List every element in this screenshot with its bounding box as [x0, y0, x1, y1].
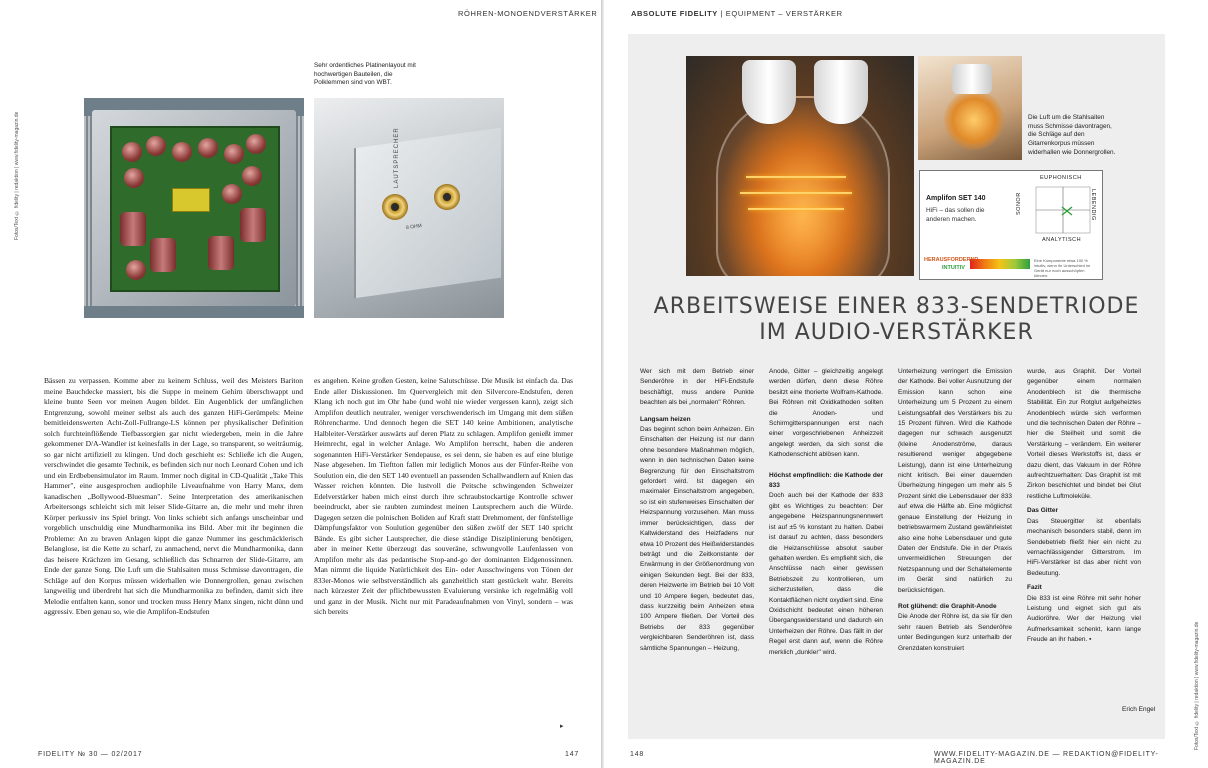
article-column-3 — [898, 367, 1012, 654]
intuitive-scale-bar — [970, 259, 1030, 269]
body-text: Die Anode der Röhre ist, da sie für den sehr rauen Betrieb als Senderöhre unter Bedingungen kurz unterhalb der Grenzdaten konstruiert — [898, 613, 1012, 652]
headline-line-2: IM AUDIO-VERSTÄRKER — [759, 320, 1034, 345]
article-column-1 — [640, 367, 754, 654]
body-text: Anode, Gitter – gleichzeitig angelegt werden dürfen, denn diese Röhre besitzt eine thorierte Wolfram-Kathode. Bei Röhren mit Oxidkathoden sollten die Anoden- und Schirmgitterspannungen erst nach einer vorgeschriebenen Anheizzeit angelegt werden, da sich sonst die Kathodenschicht ablösen kann. — [769, 368, 883, 459]
tube-detail-photo — [918, 56, 1022, 160]
body-text: Doch auch bei der Kathode der 833 gibt es Wichtiges zu beachten: Der angegebene Heizspannungsnennwert ist auf ±5 % konstant zu halten. Dabei ist darauf zu achten, dass besonders die Heizanschlüsse absolut sauber gehalten werden. Es empfiehlt sich, die Anschlüsse nach einer gewissen Betriebszeit zu kontrollieren, um sicherzustellen, dass die Kontaktflächen nicht oxydiert sind. Eine Oxidschicht bedeutet einen höheren Übergangswiderstand und dadurch ein Unterheizen der Röhre. Das fällt in der Regel erst dann auf, wenn die Röhre merklich „dunkler" wird. — [769, 492, 883, 656]
axis-top-label: EUPHONISCH — [1040, 175, 1082, 181]
axis-left-label: SONOR — [1016, 192, 1022, 215]
tube-photo — [686, 56, 914, 276]
body-text: Das beginnt schon beim Anheizen. Ein Einschalten der Heizung ist nur dann ohne besondere Maßnahmen möglich, wenn in den technischen Daten keine Begrenzung für den Einschaltstrom gefordert wird. Ist dagegen ein maximaler Einschaltstrom angegeben, so ist ein stufenweises Einschalten der Heizspannung vorzusehen. Man muss immer berücksichtigen, dass der Kaltwiderstand des Heizfadens nur etwa 10 Prozent des Heißwiderstandes beträgt und die Zeitkonstante der Erwärmung in der Größenordnung von einigen Sekunden liegt. Bei der 833, deren Heizwerte im Betrieb bei 10 Volt und 10 Ampere liegen, bedeutet das, dass kurzzeitig beim Anheizen etwa 100 Ampere fließen. Der Vorteil des Betriebs der 833 gegenüber vergleichbaren Senderöhren ist, dass sämtliche Spannungen – Heizung, — [640, 426, 754, 652]
scale-label-intuitive: INTUITIV — [942, 265, 965, 271]
body-text: es angehen. Keine großen Gesten, keine Salutschüsse. Die Musik ist einfach da. Das Ende aller Diskussionen. Im Quervergleich mit den Silvercore-Endstufen, deren Klang ich noch gut im Ohr habe (und wohl nie wieder vergessen kann), zeigt sich Amplifon deutlich neutraler, weniger verschwenderisch im Umgang mit dem süßen Röhrencharme. Und dennoch hegen die SET 140 keine Ambitionen, analytische Halbleiter-Verstärker auswärts auf deren Platz zu schlagen. Amplifon genießt immer Heimrecht, egal in welcher Anlage. Wo Amplifon herrscht, haben die anderen sogenannten HiFi-Verstärker Sendepause, es sei denn, sie haben es auf eine blutige Nase abgesehen. Im Tieftton fallen mir lediglich Monos aus der Fünfer-Reihe von Soulution ein, die den SET 140 eventuell an passenden Schallwandlern auf Knien das Wasser reichen könnten. Die lustvoll die Peitsche schwingenden Schweizer Edelverstärker haben mich einst durch ihre schraubstockartige Kontrolle schwer beeindruckt, aber sie raubten zumindest meinen Lautsprechern auch die Würde. Dagegen setzen die polnischen Boliden auf Kraft statt Drehmoment, der fünfstellige Dämpfungsfaktor von Soulution gegenüber den süßen zwölf der SET 140 spricht Bände. Es gibt sicher Lautsprecher, die diese ständige Disziplinierung benötigen, aber in meiner Kette überzeugt das souveräne, schwungvolle Laufenlassen von Amplifon mehr als das pedantische Stop-and-go der dominanten Eidgenossinnen. Man nimmt die liquide Natürlichkeit des Ein- oder Ausschwingens von Tönen der 833er-Monos wie selbstverständlich als ganzheitlich statt gestückelt wahr. Bereits nach kürzester Zeit der pflichtbewussten Evaluierung versinke ich regelmäßig voll und ganz in der Musik. Nicht nur mit Paradeaufnahmen von Vinyl, sondern – was sich bereits — [314, 376, 573, 616]
rating-subtitle: HiFi – das sollen die anderen machen. — [926, 207, 985, 223]
running-head — [631, 9, 843, 18]
body-text: Bässen zu verpassen. Komme aber zu keinem Schluss, weil des Meisters Bariton meine Bauchdecke massiert, bis die Suppe in meinem Gehirn überschwappt und kleine bunte Seen vor meinen Augen bildet. Ein Augenblick der umfänglichen Entgrenzung, sowohl meiner selbst als auch des ganzen HiFi-Gerümpels: Meine bemitleidenswerten Acht-Zoll-Fullrange-LS können per physikalischer Definition solch furchteinflößende Tiefbassorgien gar nicht wiedergeben, mein in die Jahre gekommener D/A-Wandler ist keinesfalls in der Lage, so transparent, so weiträumig, so gar nicht artifiziell zu klingen. Und doch geschieht es: Schließe ich die Augen, verschwindet die gesamte Technik, es befinden sich nur noch Leonard Cohen und ich und ein Erdbebensimulator im Raum. Immer noch digital in CD-Qualität „Take This Hammer", eine ausgesprochen audiophile Liveaufnahme von Harry Manx, dem kanadischen „Bollywood-Bluesman". Seine Interpretation des amerikanischen Arbeitersongs schleicht sich mit leiser Slide-Gitarre an, die mehr und mehr ihren Körper perkussiv ins Spiel bringt. Von links schiebt sich anfangs unscheinbar und vorgeblich unschuldig eine Mundharmonika ins Bild. Aber mit ihr beginnen die Probleme: An zu braven Anlagen kippt die ganze Nummer ins geschmäcklerisch Belanglose, ist die Kette zu scharf, zu anmachend, nervt die Mundharmonika, dann das heisere Krächzen im Gesang, schließlich das Schnarren der Slide-Gitarre, am Ende der ganze Song. Die Luft um die Stahlsaiten muss Schmisse davontragen, die Schläge auf den Korpus müssen widerhallen wie Donnergrollen, genau zwischen langweilig und überdreht hat sich die Mundharmonika zu befinden, damit sich ihre Melodie entfalten kann, sonor und trocken muss Henry Manx singen, nicht dünn und aggressiv. Eben genau so, wie die Amplifon-Endstufen — [44, 376, 303, 616]
photo-caption: Die Luft um die Stahlsaiten muss Schmisse davontragen, die Schläge auf den Gitarrenkorpus müssen widerhallen wie Donnergrollen. — [1028, 114, 1116, 156]
body-text: wurde, aus Graphit. Der Vorteil gegenüber einem normalen Anodenblech ist die thermische Stabilität. Ein zur Rotglut aufgeheiztes Anodenblech würde sich verformen und die technischen Daten der Röhre – hier die Steilheit und somit die Verstärkung – verändern. Ein weiterer Vorteil dieses Werkstoffs ist, dass er dazu dient, das Vakuum in der Röhre aufrechtzuerhalten: Das Graphit ist mit Zirkon beschichtet und bindet bei Glut restliche Luftmoleküle. — [1027, 368, 1141, 500]
footer-issue: FIDELITY № 30 — 02/2017 — [38, 751, 143, 758]
rating-title: Amplifon SET 140 — [926, 195, 986, 202]
author-signature: Erich Engel — [1122, 706, 1156, 713]
rear-panel-label: LAUTSPRECHER — [394, 127, 400, 188]
rating-box — [919, 170, 1103, 280]
body-text: Das Steuergitter ist ebenfalls mechanisch besonders stabil, denn im Sendebetrieb fließt hier ein nicht zu vernachlässigender Gitterstrom. Im HiFi-Verstärker ist das aber nicht von Bedeutung. — [1027, 517, 1141, 577]
headline-line-1: ARBEITSWEISE EINER 833-SENDETRIODE — [653, 294, 1140, 319]
vertical-credit: Fotos/Text © fidelity | redaktion | www.fidelity-magazin.de — [14, 111, 20, 240]
page-number: 148 — [630, 751, 645, 758]
body-column-2 — [314, 376, 573, 618]
subheading: Fazit — [1027, 584, 1042, 592]
axis-bottom-label: ANALYTISCH — [1042, 237, 1082, 243]
continue-arrow-icon: ▸ — [560, 722, 564, 730]
ohm-label: 8 OHM — [405, 222, 423, 232]
intro-text: Wer sich mit dem Betrieb einer Senderöhre in der HiFi-Endstufe beschäftigt, muss andere Punkte beachten als bei „normalen" Röhren. — [640, 368, 754, 407]
body-text: Die 833 ist eine Röhre mit sehr hoher Leistung und eignet sich gut als Audioröhre. Wer der Heizung viel Aufmerksamkeit schenkt, kann lange Freude an ihr haben. ▪ — [1027, 594, 1141, 644]
running-head-section: | EQUIPMENT – VERSTÄRKER — [717, 9, 843, 18]
page-number: 147 — [565, 751, 580, 758]
subheading: Das Gitter — [1027, 507, 1059, 515]
photo-caption: Sehr ordentliches Platinenlayout mit hochwertigen Bauteilen, die Polklemmen sind von WBT. — [314, 62, 416, 87]
rear-panel-photo — [314, 98, 504, 318]
article-column-4 — [1027, 367, 1141, 646]
right-page — [604, 0, 1208, 768]
body-text: Unterheizung verringert die Emission der Kathode. Bei voller Ausnutzung der Emission kann schon eine Unterheizung um 5 Prozent zu einem Leistungsabfall des Verstärkers bis zu 15 Prozent führen. Wird die Kathode dagegen nur schwach ausgenutzt (kleine Anodenströme, daraus resultierend weniger abgegebene Leistung), dann ist eine Unterheizung nicht kritisch. Bei einer dauernden Überheizung hingegen um mehr als 5 Prozent sinkt die Lebensdauer der 833 auf etwa die Hälfte ab. Eine möglichst genaue Einstellung der Heizung in betriebswarmem Zustand gewährleistet also eine hohe Lebensdauer und gute Daten der Endstufe. Die in der Praxis unvermeidlichen Streuungen der Netzspannung und der Schaltelemente im Gerät sind natürlich zu berücksichtigen. — [898, 368, 1012, 594]
vertical-credit: Fotos/Text © fidelity | redaktion | www.fidelity-magazin.de — [1194, 621, 1200, 750]
rating-crosshair-icon — [1034, 185, 1092, 235]
scale-note: Eine Komponente etwa 100 % intuitiv, wenn ihr Unterschied im Gerät nur noch ausschöpfen können. — [1034, 258, 1091, 278]
axis-right-label: LEBENDIG — [1090, 189, 1096, 221]
subheading: Langsam heizen — [640, 415, 691, 423]
subheading: Höchst empfindlich: die Kathode der 833 — [769, 471, 883, 490]
footer-contact: WWW.FIDELITY-MAGAZIN.DE — REDAKTION@FIDELITY-MAGAZIN.DE — [934, 751, 1159, 765]
article-column-2 — [769, 367, 883, 658]
amplifier-internals-photo — [84, 98, 304, 318]
scale-label-challenging: HERAUSFORDERND — [924, 257, 979, 263]
speaker-terminal-icon — [434, 184, 460, 210]
body-column-1 — [44, 376, 303, 618]
running-head: RÖHREN-MONOENDVERSTÄRKER — [458, 9, 598, 18]
subheading: Rot glühend: die Graphit-Anode — [898, 602, 997, 610]
speaker-terminal-icon — [382, 194, 408, 220]
running-head-brand: ABSOLUTE FIDELITY — [631, 9, 718, 18]
